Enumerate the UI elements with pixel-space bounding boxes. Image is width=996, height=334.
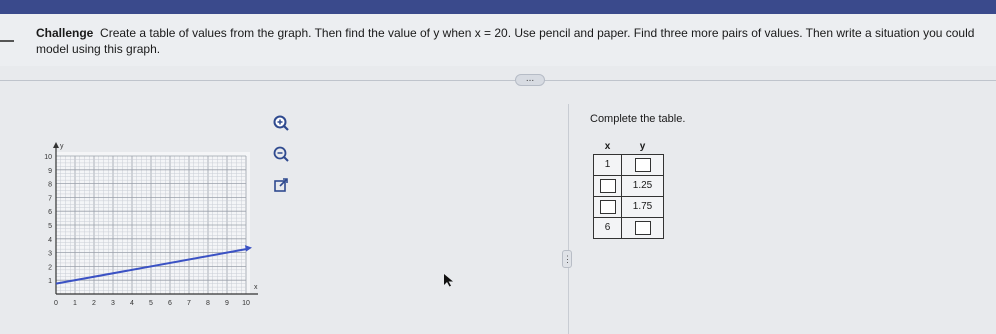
x-tick-label: 7 xyxy=(187,300,191,307)
x-tick-label: 8 xyxy=(206,300,210,307)
y-tick-label: 5 xyxy=(48,223,52,230)
y-tick-label: 3 xyxy=(48,250,52,258)
x-header: x xyxy=(604,141,611,153)
x-tick-label: 2 xyxy=(92,300,96,307)
x-cell: 6 xyxy=(594,217,622,238)
x-tick-label: 9 xyxy=(225,300,229,307)
x-axis-label: x xyxy=(254,284,258,291)
question-prompt xyxy=(36,25,986,57)
y-axis-label: y xyxy=(60,143,64,150)
resize-handle[interactable]: ⋮ xyxy=(562,250,572,268)
section-divider xyxy=(0,80,996,81)
y-tick-label: 2 xyxy=(48,264,52,272)
coordinate-graph xyxy=(28,108,260,330)
table-row xyxy=(594,217,664,238)
y-cell: 1.75 xyxy=(622,196,664,217)
y-tick-label: 10 xyxy=(44,154,52,161)
y-tick-label: 9 xyxy=(48,167,52,175)
prompt-text: Create a table of values from the graph. Then find the value of y when x = 20. Use pencil and paper. Find three more pairs of values. Then write a situation you could model using this graph. xyxy=(36,26,975,56)
values-table xyxy=(593,140,664,239)
table-instruction: Complete the table. xyxy=(590,113,686,125)
mouse-pointer-icon xyxy=(443,273,455,287)
x-cell xyxy=(594,196,622,217)
x-tick-label: 1 xyxy=(73,300,77,307)
table-row xyxy=(594,196,664,217)
y-cell: 1.25 xyxy=(622,175,664,196)
side-marker xyxy=(0,40,14,42)
table-row xyxy=(594,175,664,196)
x-tick-label: 0 xyxy=(54,300,58,307)
x-answer-input[interactable] xyxy=(600,200,616,214)
x-tick-label: 3 xyxy=(111,300,115,307)
y-tick-label: 1 xyxy=(48,278,52,286)
y-cell xyxy=(622,154,664,175)
popout-icon[interactable] xyxy=(272,176,290,194)
y-tick-label: 8 xyxy=(48,181,52,189)
y-tick-label: 6 xyxy=(48,209,52,217)
x-cell xyxy=(594,175,622,196)
x-tick-label: 6 xyxy=(168,300,172,307)
y-answer-input[interactable] xyxy=(635,158,651,172)
zoom-in-icon[interactable] xyxy=(272,114,290,132)
table-row xyxy=(594,154,664,175)
expand-more-button[interactable]: ... xyxy=(515,74,545,86)
y-answer-input[interactable] xyxy=(635,221,651,235)
x-answer-input[interactable] xyxy=(600,179,616,193)
y-tick-label: 7 xyxy=(48,195,52,203)
x-tick-label: 5 xyxy=(149,300,153,307)
y-cell xyxy=(622,217,664,238)
x-tick-label: 10 xyxy=(242,300,250,307)
y-tick-label: 4 xyxy=(48,236,52,244)
challenge-label: Challenge xyxy=(36,26,94,40)
x-tick-label: 4 xyxy=(130,300,134,307)
panel-separator xyxy=(568,104,569,334)
top-bar xyxy=(0,0,996,14)
y-header: y xyxy=(639,141,646,153)
zoom-out-icon[interactable] xyxy=(272,145,290,163)
x-cell: 1 xyxy=(594,154,622,175)
